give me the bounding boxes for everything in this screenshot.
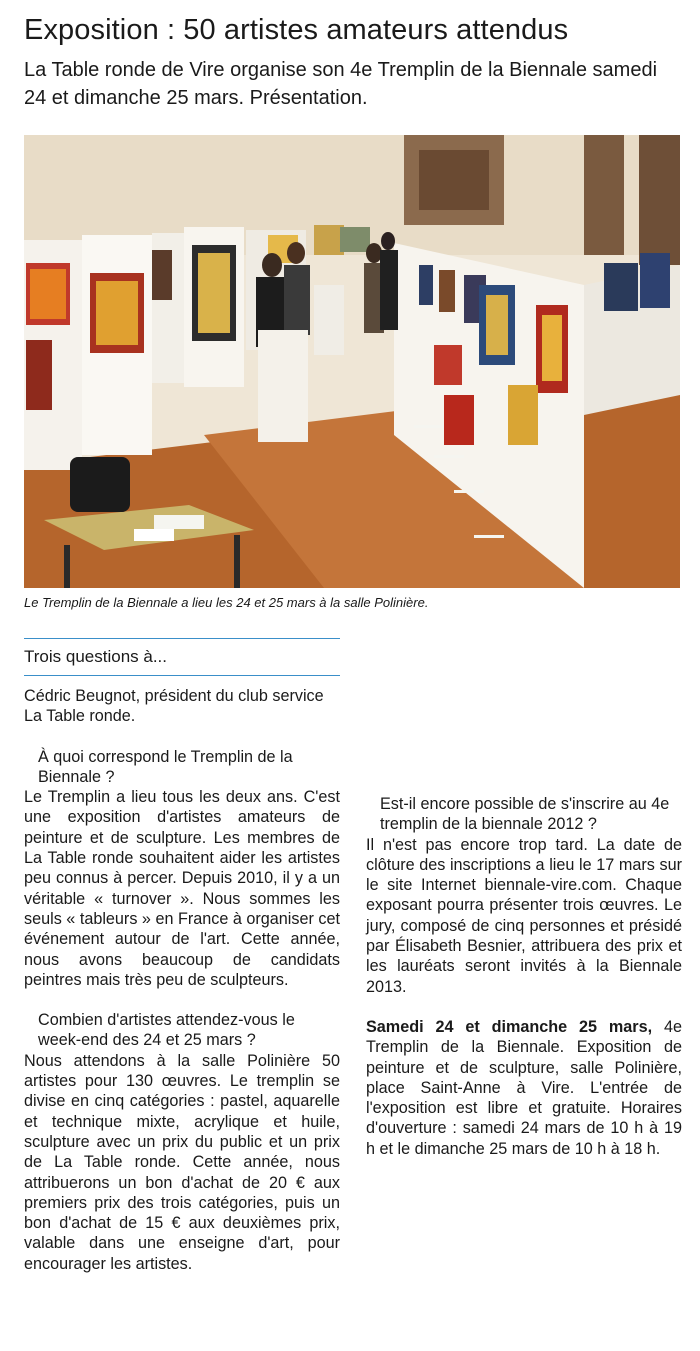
left-column [24,638,340,1274]
standfirst: La Table ronde de Vire organise son 4e Tremplin de la Biennale samedi 24 et dimanche 25 mars. Présentation. [24,59,658,109]
question-2: Combien d'artistes attendez-vous le week-end des 24 et 25 mars ? [38,1011,295,1050]
box-title: Trois questions à... [24,647,167,666]
box-top-rule [24,638,340,639]
answer-2: Nous attendons à la salle Polinière 50 artistes pour 130 œuvres. Le tremplin se divise en cinq catégories : pastel, aquarelle et technique mixte, acrylique et huile, sculpture avec un prix du public et un prix de La Table ronde. Cette année, nous attribuerons un bon d'achat de 20 € aux premiers prix des trois catégories, puis un bon d'achat de 15 € aux deuxièmes prix, valable dans une enseigne d'art, pour encourager les artistes. [24,1051,340,1273]
photo-caption: Le Tremplin de la Biennale a lieu les 24 et 25 mars à la salle Polinière. [24,595,429,610]
headline: Exposition : 50 artistes amateurs attendus [24,14,569,46]
right-column [366,634,682,1159]
question-3: Est-il encore possible de s'inscrire au 4e tremplin de la biennale 2012 ? [380,795,670,834]
answer-3: Il n'est pas encore trop tard. La date de clôture des inscriptions a lieu le 17 mars sur le site Internet biennale-vire.com. Chaque exposant pourra présenter trois œuvres. Le jury, composé de cinq personnes et présidé par Élisabeth Besnier, attribuera des prix et les lauréats seront invités à la Biennale 2013. [366,835,682,996]
practical-info [366,1017,682,1159]
practical-info-date: Samedi 24 et dimanche 25 mars, [366,1017,653,1036]
interviewee: Cédric Beugnot, président du club service La Table ronde. [24,687,324,726]
exhibition-photo [24,135,680,588]
question-1: À quoi correspond le Tremplin de la Biennale ? [38,747,293,786]
practical-info-text: 4e Tremplin de la Biennale. Exposition de peinture et de sculpture, salle Polinière, place Saint-Anne à Vire. L'entrée de l'exposition est libre et gratuite. Horaires d'ouverture : samedi 24 mars de 10 h à 19 h et le dimanche 25 mars de 10 h à 18 h. [366,1017,682,1158]
answer-1: Le Tremplin a lieu tous les deux ans. C'est une exposition d'artistes amateurs de peinture et de sculpture. Les membres de La Table ronde souhaitent aider les artistes peu connus à percer. Depuis 2010, il y a un véritable « turnover ». Nous sommes les seuls « tableurs » en France à organiser cet événement autour de l'art. Cette année, nous avons beaucoup de candidats peintres mais très peu de sculpteurs. [24,788,340,989]
box-bottom-rule [24,675,340,676]
